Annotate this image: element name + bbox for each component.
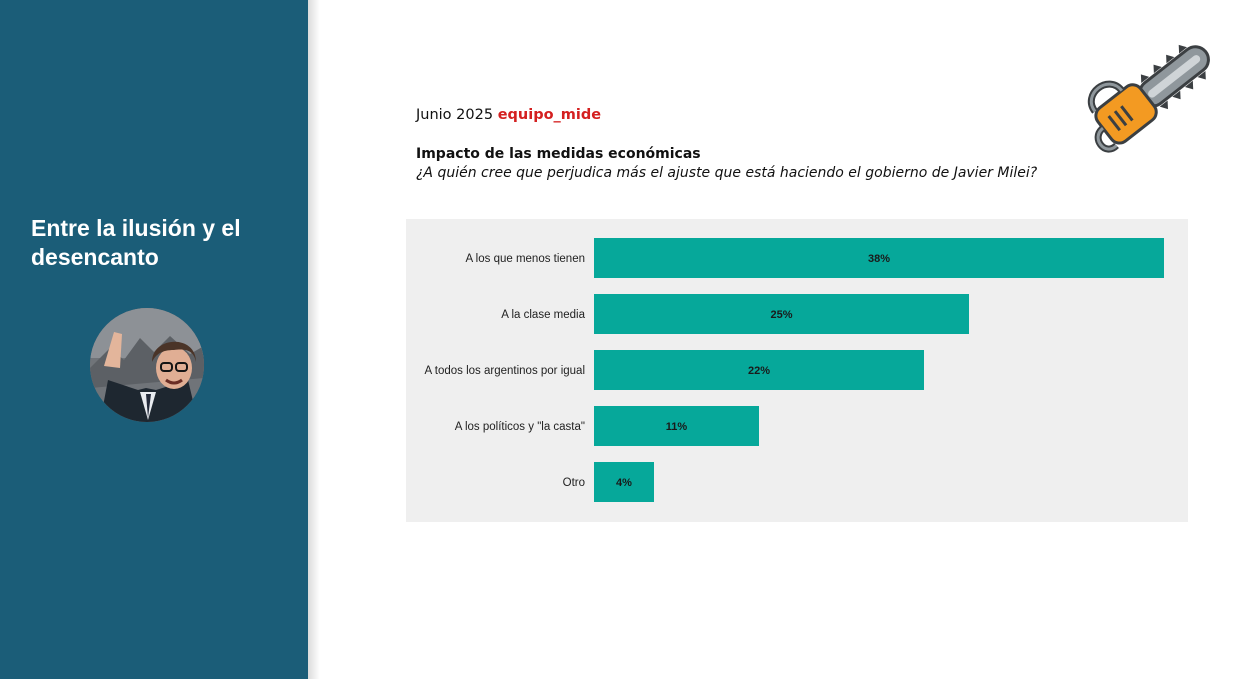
sidebar-shadow bbox=[308, 0, 320, 679]
avatar bbox=[90, 308, 204, 422]
category-label: A todos los argentinos por igual bbox=[424, 365, 585, 377]
chart-subtitle: ¿A quién cree que perjudica más el ajuste que está haciendo el gobierno de Javier Milei? bbox=[416, 165, 1038, 181]
brand-name: equipo_mide bbox=[497, 107, 602, 123]
value-label: 11% bbox=[665, 421, 688, 433]
sidebar-title: Entre la ilusión y el desencanto bbox=[31, 215, 241, 270]
category-label: A los que menos tienen bbox=[465, 253, 585, 265]
category-label: Otro bbox=[562, 477, 585, 489]
report-date: Junio 2025 bbox=[416, 107, 494, 123]
value-label: 4% bbox=[616, 477, 632, 489]
value-label: 22% bbox=[747, 365, 771, 377]
chainsaw-icon bbox=[1082, 30, 1218, 162]
chart-panel bbox=[406, 219, 1188, 522]
value-label: 25% bbox=[770, 309, 793, 321]
category-label: A la clase media bbox=[501, 309, 585, 321]
sidebar bbox=[0, 0, 308, 679]
chart-title: Impacto de las medidas económicas bbox=[416, 146, 701, 162]
person-portrait-icon bbox=[90, 308, 204, 422]
header-line bbox=[416, 107, 601, 123]
value-label: 38% bbox=[867, 253, 891, 265]
bar-chart bbox=[406, 219, 1188, 522]
category-label: A los políticos y "la casta" bbox=[454, 421, 585, 433]
